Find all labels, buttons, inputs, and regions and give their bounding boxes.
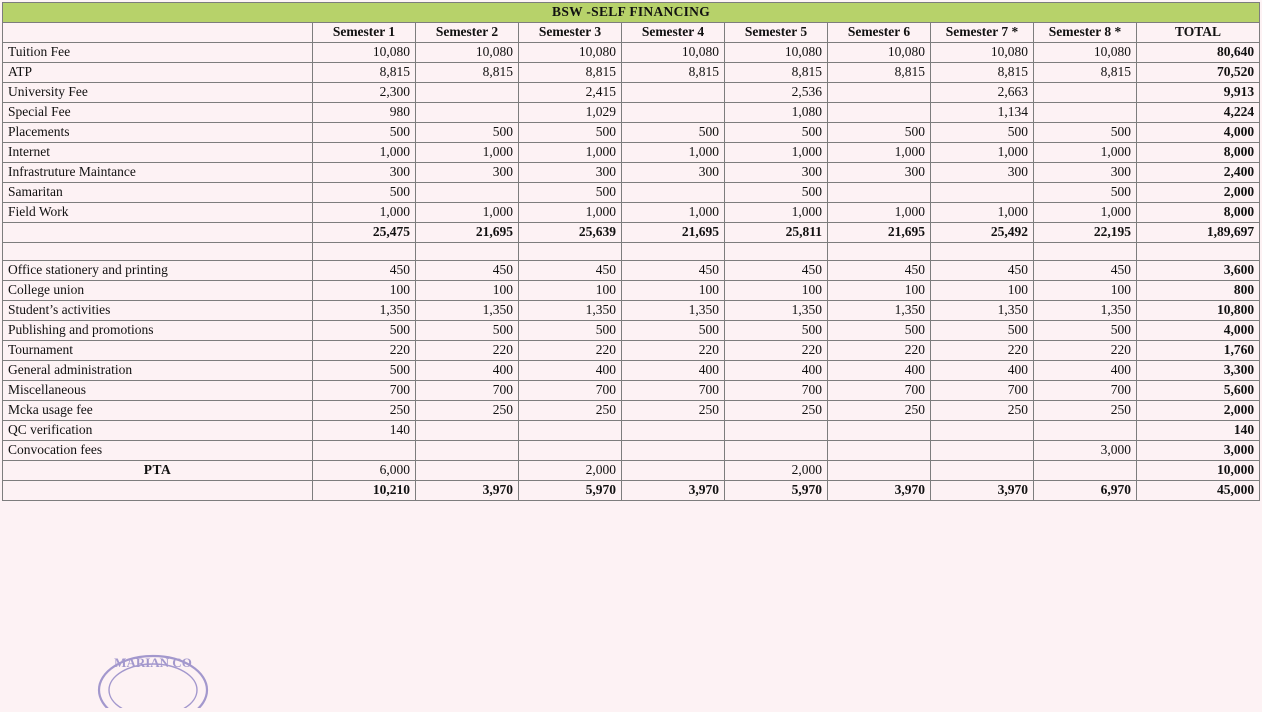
row-label: QC verification (3, 421, 313, 441)
spacer-row (3, 243, 1260, 261)
spacer-cell (931, 243, 1034, 261)
row-label: Tuition Fee (3, 43, 313, 63)
row-label: ATP (3, 63, 313, 83)
row-label: Tournament (3, 341, 313, 361)
row-total: 4,000 (1137, 321, 1260, 341)
table-row (3, 381, 1260, 401)
column-header-8: Semester 8 * (1034, 23, 1137, 43)
row-label: PTA (3, 461, 313, 481)
column-header-5: Semester 5 (725, 23, 828, 43)
table-row (3, 103, 1260, 123)
spacer-cell (519, 243, 622, 261)
row-value-sem7: 1,000 (931, 143, 1034, 163)
row-value-sem1: 1,000 (313, 203, 416, 223)
row-value-sem4: 1,000 (622, 143, 725, 163)
row-value-sem3: 250 (519, 401, 622, 421)
column-header-7: Semester 7 * (931, 23, 1034, 43)
row-value-sem6: 10,080 (828, 43, 931, 63)
spacer-cell (725, 243, 828, 261)
row-total: 1,760 (1137, 341, 1260, 361)
row-value-sem8: 1,350 (1034, 301, 1137, 321)
subtotal-label (3, 223, 313, 243)
subtotal-value-sem7: 25,492 (931, 223, 1034, 243)
row-value-sem7: 10,080 (931, 43, 1034, 63)
row-value-sem3: 1,000 (519, 203, 622, 223)
row-value-sem7 (931, 183, 1034, 203)
row-label: University Fee (3, 83, 313, 103)
row-value-sem6: 700 (828, 381, 931, 401)
row-value-sem7: 450 (931, 261, 1034, 281)
subtotal-value-sem2: 21,695 (416, 223, 519, 243)
column-header-6: Semester 6 (828, 23, 931, 43)
row-value-sem2: 500 (416, 321, 519, 341)
table-row (3, 83, 1260, 103)
row-value-sem1: 2,300 (313, 83, 416, 103)
spacer-cell (3, 243, 313, 261)
row-value-sem4: 700 (622, 381, 725, 401)
row-value-sem8: 450 (1034, 261, 1137, 281)
row-label: Mcka usage fee (3, 401, 313, 421)
row-value-sem7: 300 (931, 163, 1034, 183)
row-total: 4,000 (1137, 123, 1260, 143)
row-value-sem2: 8,815 (416, 63, 519, 83)
row-value-sem4 (622, 103, 725, 123)
row-value-sem1: 220 (313, 341, 416, 361)
row-value-sem4 (622, 441, 725, 461)
row-value-sem6 (828, 441, 931, 461)
subtotal-value-sem7: 3,970 (931, 481, 1034, 501)
row-value-sem6 (828, 103, 931, 123)
row-value-sem5: 500 (725, 321, 828, 341)
table-row (3, 183, 1260, 203)
spacer-cell (1034, 243, 1137, 261)
row-value-sem1: 500 (313, 321, 416, 341)
row-value-sem5: 1,080 (725, 103, 828, 123)
row-total: 3,600 (1137, 261, 1260, 281)
row-value-sem8: 1,000 (1034, 143, 1137, 163)
row-label: Convocation fees (3, 441, 313, 461)
row-value-sem2: 450 (416, 261, 519, 281)
row-value-sem7 (931, 421, 1034, 441)
subtotal-row-two (3, 481, 1260, 501)
row-value-sem8: 10,080 (1034, 43, 1137, 63)
row-value-sem2: 1,000 (416, 143, 519, 163)
row-value-sem6: 500 (828, 123, 931, 143)
row-value-sem3: 500 (519, 321, 622, 341)
row-total: 8,000 (1137, 203, 1260, 223)
row-label: Infrastruture Maintance (3, 163, 313, 183)
row-value-sem8: 220 (1034, 341, 1137, 361)
row-value-sem7: 250 (931, 401, 1034, 421)
table-row (3, 401, 1260, 421)
row-value-sem6: 500 (828, 321, 931, 341)
row-value-sem6 (828, 421, 931, 441)
row-value-sem3: 500 (519, 123, 622, 143)
row-value-sem5 (725, 441, 828, 461)
column-header-blank (3, 23, 313, 43)
table-row (3, 321, 1260, 341)
row-value-sem6: 450 (828, 261, 931, 281)
row-value-sem6: 1,350 (828, 301, 931, 321)
table-row (3, 203, 1260, 223)
row-value-sem1: 500 (313, 361, 416, 381)
column-header-4: Semester 4 (622, 23, 725, 43)
row-label: Samaritan (3, 183, 313, 203)
row-value-sem8 (1034, 83, 1137, 103)
row-value-sem4 (622, 183, 725, 203)
row-label: Placements (3, 123, 313, 143)
row-value-sem4: 1,000 (622, 203, 725, 223)
row-value-sem7: 220 (931, 341, 1034, 361)
subtotal-total: 45,000 (1137, 481, 1260, 501)
table-row (3, 441, 1260, 461)
row-value-sem2 (416, 103, 519, 123)
row-value-sem3: 700 (519, 381, 622, 401)
row-value-sem5: 2,000 (725, 461, 828, 481)
subtotal-total: 1,89,697 (1137, 223, 1260, 243)
row-value-sem7: 8,815 (931, 63, 1034, 83)
row-value-sem6 (828, 83, 931, 103)
row-value-sem3: 100 (519, 281, 622, 301)
row-value-sem1: 1,000 (313, 143, 416, 163)
row-value-sem7 (931, 441, 1034, 461)
table-row (3, 301, 1260, 321)
row-value-sem1: 500 (313, 183, 416, 203)
table-row (3, 43, 1260, 63)
row-value-sem4: 300 (622, 163, 725, 183)
row-value-sem8 (1034, 103, 1137, 123)
row-total: 10,000 (1137, 461, 1260, 481)
row-total: 70,520 (1137, 63, 1260, 83)
row-value-sem3: 300 (519, 163, 622, 183)
row-label: Special Fee (3, 103, 313, 123)
row-value-sem3: 10,080 (519, 43, 622, 63)
spacer-cell (313, 243, 416, 261)
subtotal-value-sem4: 21,695 (622, 223, 725, 243)
row-total: 80,640 (1137, 43, 1260, 63)
row-value-sem6 (828, 183, 931, 203)
row-value-sem3 (519, 421, 622, 441)
row-value-sem7: 500 (931, 123, 1034, 143)
column-header-row (3, 23, 1260, 43)
row-total: 2,400 (1137, 163, 1260, 183)
row-value-sem3: 2,000 (519, 461, 622, 481)
row-value-sem3: 1,350 (519, 301, 622, 321)
row-value-sem1: 6,000 (313, 461, 416, 481)
title-row (3, 3, 1260, 23)
row-total: 2,000 (1137, 183, 1260, 203)
table-row (3, 341, 1260, 361)
row-value-sem7: 400 (931, 361, 1034, 381)
row-value-sem1: 140 (313, 421, 416, 441)
subtotal-value-sem8: 6,970 (1034, 481, 1137, 501)
row-value-sem5: 300 (725, 163, 828, 183)
row-total: 9,913 (1137, 83, 1260, 103)
row-value-sem7: 700 (931, 381, 1034, 401)
row-value-sem3: 1,029 (519, 103, 622, 123)
subtotal-value-sem5: 25,811 (725, 223, 828, 243)
row-value-sem4: 10,080 (622, 43, 725, 63)
row-value-sem7 (931, 461, 1034, 481)
row-value-sem3: 1,000 (519, 143, 622, 163)
row-label: General administration (3, 361, 313, 381)
row-total: 10,800 (1137, 301, 1260, 321)
row-value-sem8: 700 (1034, 381, 1137, 401)
row-value-sem8: 1,000 (1034, 203, 1137, 223)
row-value-sem4: 1,350 (622, 301, 725, 321)
row-value-sem6 (828, 461, 931, 481)
fee-table-body (3, 3, 1260, 501)
row-value-sem1: 700 (313, 381, 416, 401)
table-row-pta (3, 461, 1260, 481)
row-value-sem3: 8,815 (519, 63, 622, 83)
table-row (3, 281, 1260, 301)
row-value-sem7: 1,350 (931, 301, 1034, 321)
subtotal-value-sem3: 25,639 (519, 223, 622, 243)
row-value-sem2: 10,080 (416, 43, 519, 63)
table-row (3, 123, 1260, 143)
row-total: 4,224 (1137, 103, 1260, 123)
row-value-sem5 (725, 421, 828, 441)
table-row (3, 261, 1260, 281)
row-value-sem5: 1,000 (725, 203, 828, 223)
row-value-sem8: 300 (1034, 163, 1137, 183)
row-value-sem4: 250 (622, 401, 725, 421)
row-value-sem8: 8,815 (1034, 63, 1137, 83)
row-value-sem6: 220 (828, 341, 931, 361)
subtotal-value-sem1: 10,210 (313, 481, 416, 501)
row-value-sem7: 500 (931, 321, 1034, 341)
row-value-sem8: 500 (1034, 183, 1137, 203)
row-value-sem3: 500 (519, 183, 622, 203)
spacer-cell (1137, 243, 1260, 261)
spacer-cell (622, 243, 725, 261)
row-value-sem5: 10,080 (725, 43, 828, 63)
row-value-sem2: 220 (416, 341, 519, 361)
row-value-sem6: 8,815 (828, 63, 931, 83)
row-value-sem2: 250 (416, 401, 519, 421)
fee-table (2, 2, 1260, 501)
subtotal-row-one (3, 223, 1260, 243)
row-label: Publishing and promotions (3, 321, 313, 341)
subtotal-value-sem6: 21,695 (828, 223, 931, 243)
row-value-sem4: 100 (622, 281, 725, 301)
row-label: Office stationery and printing (3, 261, 313, 281)
row-value-sem2 (416, 441, 519, 461)
row-value-sem8 (1034, 421, 1137, 441)
row-value-sem1: 450 (313, 261, 416, 281)
row-value-sem6: 100 (828, 281, 931, 301)
row-value-sem2: 100 (416, 281, 519, 301)
row-value-sem2 (416, 421, 519, 441)
table-row (3, 143, 1260, 163)
row-value-sem7: 1,000 (931, 203, 1034, 223)
subtotal-value-sem5: 5,970 (725, 481, 828, 501)
row-value-sem3: 400 (519, 361, 622, 381)
subtotal-value-sem6: 3,970 (828, 481, 931, 501)
row-total: 3,300 (1137, 361, 1260, 381)
row-value-sem5: 220 (725, 341, 828, 361)
row-value-sem1: 980 (313, 103, 416, 123)
row-value-sem3: 2,415 (519, 83, 622, 103)
row-value-sem4: 500 (622, 321, 725, 341)
row-value-sem7: 2,663 (931, 83, 1034, 103)
row-value-sem4: 400 (622, 361, 725, 381)
row-value-sem6: 300 (828, 163, 931, 183)
row-value-sem2: 1,350 (416, 301, 519, 321)
table-row (3, 163, 1260, 183)
subtotal-value-sem3: 5,970 (519, 481, 622, 501)
row-value-sem2 (416, 461, 519, 481)
subtotal-value-sem4: 3,970 (622, 481, 725, 501)
row-label: Field Work (3, 203, 313, 223)
row-value-sem5: 1,350 (725, 301, 828, 321)
row-value-sem4 (622, 83, 725, 103)
row-value-sem5: 100 (725, 281, 828, 301)
row-value-sem1: 500 (313, 123, 416, 143)
row-value-sem5: 400 (725, 361, 828, 381)
table-row (3, 421, 1260, 441)
row-value-sem6: 1,000 (828, 203, 931, 223)
row-value-sem4: 8,815 (622, 63, 725, 83)
row-value-sem4 (622, 461, 725, 481)
row-value-sem5: 500 (725, 123, 828, 143)
row-total: 5,600 (1137, 381, 1260, 401)
row-value-sem8: 250 (1034, 401, 1137, 421)
row-value-sem8: 500 (1034, 123, 1137, 143)
row-label: Miscellaneous (3, 381, 313, 401)
spacer-cell (828, 243, 931, 261)
subtotal-value-sem1: 25,475 (313, 223, 416, 243)
row-value-sem5: 450 (725, 261, 828, 281)
row-value-sem2 (416, 183, 519, 203)
column-header-9: TOTAL (1137, 23, 1260, 43)
row-value-sem5: 2,536 (725, 83, 828, 103)
row-value-sem2: 400 (416, 361, 519, 381)
fee-structure-sheet (0, 2, 1262, 712)
subtotal-label (3, 481, 313, 501)
row-value-sem5: 8,815 (725, 63, 828, 83)
row-value-sem5: 1,000 (725, 143, 828, 163)
row-value-sem1: 300 (313, 163, 416, 183)
column-header-3: Semester 3 (519, 23, 622, 43)
row-value-sem8: 500 (1034, 321, 1137, 341)
row-total: 800 (1137, 281, 1260, 301)
row-label: College union (3, 281, 313, 301)
column-header-1: Semester 1 (313, 23, 416, 43)
row-value-sem2: 500 (416, 123, 519, 143)
row-value-sem8 (1034, 461, 1137, 481)
row-value-sem2 (416, 83, 519, 103)
row-value-sem1: 10,080 (313, 43, 416, 63)
column-header-2: Semester 2 (416, 23, 519, 43)
row-value-sem6: 400 (828, 361, 931, 381)
row-total: 8,000 (1137, 143, 1260, 163)
row-value-sem3 (519, 441, 622, 461)
row-value-sem2: 1,000 (416, 203, 519, 223)
row-label: Student’s activities (3, 301, 313, 321)
row-value-sem8: 3,000 (1034, 441, 1137, 461)
row-value-sem6: 250 (828, 401, 931, 421)
row-value-sem1 (313, 441, 416, 461)
row-value-sem4: 220 (622, 341, 725, 361)
row-value-sem1: 250 (313, 401, 416, 421)
row-label: Internet (3, 143, 313, 163)
row-value-sem2: 700 (416, 381, 519, 401)
row-value-sem1: 1,350 (313, 301, 416, 321)
row-value-sem4 (622, 421, 725, 441)
subtotal-value-sem2: 3,970 (416, 481, 519, 501)
row-value-sem4: 450 (622, 261, 725, 281)
row-value-sem2: 300 (416, 163, 519, 183)
row-value-sem6: 1,000 (828, 143, 931, 163)
row-value-sem3: 450 (519, 261, 622, 281)
row-value-sem1: 100 (313, 281, 416, 301)
row-value-sem4: 500 (622, 123, 725, 143)
row-value-sem5: 700 (725, 381, 828, 401)
row-total: 2,000 (1137, 401, 1260, 421)
document-title: BSW -SELF FINANCING (3, 3, 1260, 23)
row-value-sem7: 100 (931, 281, 1034, 301)
row-value-sem3: 220 (519, 341, 622, 361)
row-value-sem5: 250 (725, 401, 828, 421)
subtotal-value-sem8: 22,195 (1034, 223, 1137, 243)
table-row (3, 63, 1260, 83)
row-value-sem8: 400 (1034, 361, 1137, 381)
row-value-sem8: 100 (1034, 281, 1137, 301)
row-value-sem7: 1,134 (931, 103, 1034, 123)
row-total: 3,000 (1137, 441, 1260, 461)
seal-stamp (88, 650, 218, 708)
row-value-sem5: 500 (725, 183, 828, 203)
spacer-cell (416, 243, 519, 261)
table-row (3, 361, 1260, 381)
row-total: 140 (1137, 421, 1260, 441)
row-value-sem1: 8,815 (313, 63, 416, 83)
svg-text:MARIAN CO: MARIAN CO (114, 655, 192, 670)
